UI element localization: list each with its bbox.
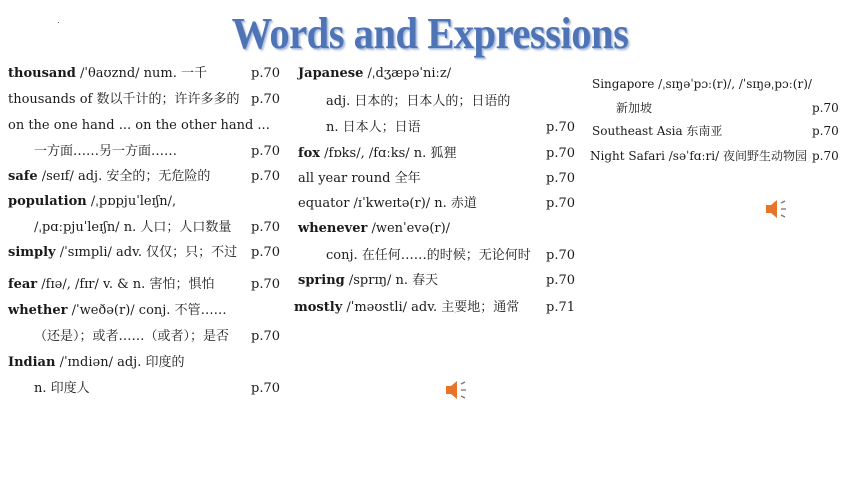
entry-thousand: thousand /ˈθaʊznd/ num. 一千: [8, 66, 207, 81]
entry-japanese: Japanese /ˌdʒæpəˈniːz/: [298, 66, 452, 81]
entry-indian-noun: n. 印度人: [34, 381, 90, 396]
entry-safe: safe /seɪf/ adj. 安全的；无危险的: [8, 169, 211, 184]
page-title: Words and Expressions: [231, 9, 629, 58]
page-ref: p.70: [251, 245, 280, 260]
entry-whenever: whenever /wenˈevə(r)/: [298, 221, 451, 236]
entry-mostly: mostly /ˈməʊstli/ adv. 主要地；通常: [294, 300, 520, 315]
entry-japanese-noun: n. 日本人；日语: [326, 120, 421, 135]
page-ref: p.70: [251, 66, 280, 81]
page-ref: p.70: [812, 124, 839, 138]
page-ref: p.70: [251, 169, 280, 184]
speaker-icon[interactable]: [764, 198, 790, 220]
page-ref: p.70: [812, 149, 839, 163]
entry-population: population /ˌpɒpjuˈleɪʃn/,: [8, 194, 177, 209]
page-ref: p.70: [251, 381, 280, 396]
page-ref: p.70: [251, 329, 280, 344]
entry-on-the-one-hand-meaning: 一方面……另一方面……: [34, 144, 178, 159]
page-ref: p.70: [251, 277, 280, 292]
entry-fear: fear /fɪə/, /fɪr/ v. & n. 害怕；惧怕: [8, 277, 215, 292]
page-ref: p.70: [251, 92, 280, 107]
entry-whether-meaning: （还是）；或者……（或者）；是否: [34, 329, 230, 344]
page-ref: p.70: [546, 196, 575, 211]
entry-all-year-round: all year round 全年: [298, 171, 421, 186]
entry-indian: Indian /ˈɪndiən/ adj. 印度的: [8, 355, 185, 370]
page-ref: p.71: [546, 300, 575, 315]
entry-simply: simply /ˈsɪmpli/ adv. 仅仅；只；不过: [8, 245, 238, 260]
entry-japanese-adj: adj. 日本的；日本人的；日语的: [326, 94, 511, 109]
page-ref: p.70: [251, 144, 280, 159]
entry-whenever-meaning: conj. 在任何……的时候；无论何时: [326, 248, 531, 263]
entry-night-safari: Night Safari /səˈfɑːri/ 夜间野生动物园: [590, 149, 807, 163]
entry-fox: fox /fɒks/, /fɑːks/ n. 狐狸: [298, 146, 457, 161]
page-ref: p.70: [546, 146, 575, 161]
speaker-icon[interactable]: [444, 379, 470, 401]
page-ref: p.70: [812, 101, 839, 115]
entry-thousands-of: thousands of 数以千计的；许许多多的: [8, 92, 240, 107]
entry-singapore: Singapore /ˌsɪŋəˈpɔː(r)/, /ˈsɪŋəˌpɔː(r)/: [592, 77, 812, 91]
page-ref: p.70: [546, 273, 575, 288]
entry-spring: spring /sprɪŋ/ n. 春天: [298, 273, 439, 288]
entry-southeast-asia: Southeast Asia 东南亚: [592, 124, 723, 138]
page-ref: p.70: [546, 171, 575, 186]
page-ref: p.70: [546, 248, 575, 263]
entry-equator: equator /ɪˈkweɪtə(r)/ n. 赤道: [298, 196, 477, 211]
page-ref: p.70: [546, 120, 575, 135]
page-ref: p.70: [251, 220, 280, 235]
entry-population-us: /ˌpɑːpjuˈleɪʃn/ n. 人口；人口数量: [34, 220, 232, 235]
entry-on-the-one-hand: on the one hand ... on the other hand ...: [8, 118, 270, 133]
entry-whether: whether /ˈweðə(r)/ conj. 不管……: [8, 303, 227, 318]
entry-singapore-meaning: 新加坡: [616, 101, 653, 115]
